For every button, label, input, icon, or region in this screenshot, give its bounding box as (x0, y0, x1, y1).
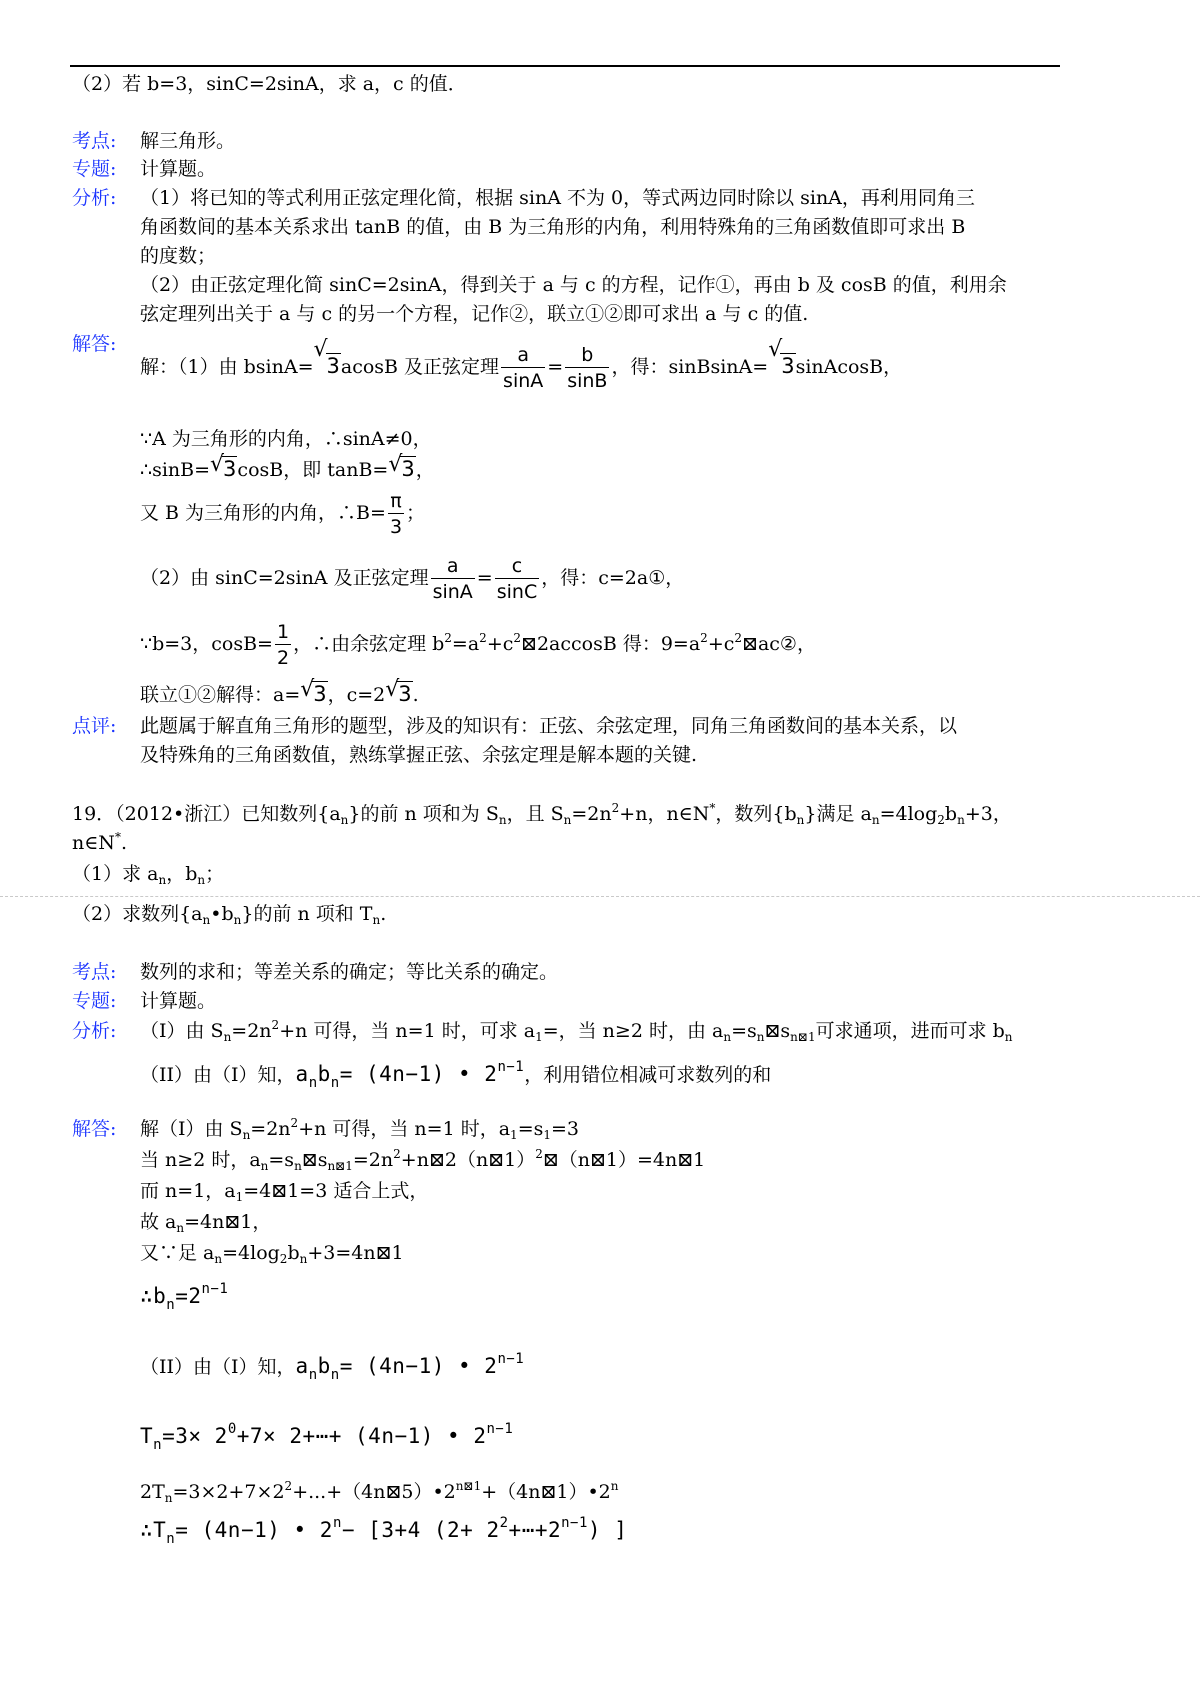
formula-image-anbn: $a_nb_n= (4n-1)$ • $2^{n-1}$ (295, 1351, 525, 1383)
q18-fenxi-line: （1）将已知的等式利用正弦定理化简，根据 sinA 不为 0，等式两边同时除以 sinA，再利用同角三 (140, 187, 975, 209)
sqrt-3: √ 3 (210, 452, 237, 481)
header-rule (70, 65, 1060, 67)
q18-part2-question: （2）若 b=3，sinC=2sinA，求 a，c 的值． (72, 73, 467, 95)
q19-part2: （2）求数列$\{a_n•b_n\}$的前 n 项和 $T_n$. (72, 903, 387, 927)
label-zhuanti: 专题: (72, 990, 117, 1012)
q19-solution-line-4: 故 $a_n=4n⊠1$， (140, 1211, 272, 1235)
q19-fenxi-line-1: （I）由 $S_n=2n^2+n$ 可得，当 n=1 时，可求 $a_1=$，当 n≥2 时，由 $a_n=s_n⊠s_{n⊠1}$可求通项，进而可求 $b_n$ (140, 1018, 1013, 1044)
q18-solution-line-1: 解：（1）由 bsinA= √ 3acosB 及正弦定理 $\frac{a}{\sin A}$ = $\frac{b}{\sin B}$ ，得：sinBsinA= √ 3sinAcosB， (140, 337, 903, 392)
q18-dianping-line: 及特殊角的三角函数值，熟练掌握正弦、余弦定理是解本题的关键. (140, 744, 698, 766)
label-jieda: 解答: (72, 1118, 117, 1140)
q18-fenxi-line: 的度数； (140, 245, 217, 267)
label-fenxi: 分析: (72, 187, 117, 209)
q18-solution-line-7: 联立①②解得：a= √ 3，c=2 √ 3. (140, 680, 419, 709)
formula-image-anbn: $a_nb_n= (4n-1)$ • $2^{n-1}$ (295, 1059, 525, 1091)
q19-solution-line-6: $\therefore b_n=2^{n-1}$ (140, 1281, 229, 1313)
fraction-a-over-sinA: $\frac{a}{\sin A}$ (503, 343, 544, 392)
sqrt-3: √ 3 (313, 337, 340, 378)
fraction-c-over-sinC: $\frac{c}{\sin C}$ (496, 554, 538, 603)
sqrt-3: √ 3 (768, 337, 795, 378)
label-kaodian: 考点: (72, 961, 117, 983)
q19-solution-line-2: 当 n≥2 时，$a_n=s_n⊠s_{n⊠1}=2n^2+n⊠2(n⊠1)^2⊠(n⊠1)=4n⊠1$ (140, 1147, 706, 1173)
label-dianping: 点评: (72, 715, 117, 737)
fraction-pi-over-3: $\frac{\pi}{3}$ (389, 489, 403, 538)
q19-kaodian: 数列的求和；等差关系的确定；等比关系的确定。 (140, 961, 559, 983)
q18-solution-line-5: （2）由 sinC=2sinA 及正弦定理 $\frac{a}{\sin A}$ = $\frac{c}{\sin C}$ ，得：c=2a①， (140, 554, 685, 603)
q19-solution-line-5: 又∵足 $a_n=4\log_2b_n+3=4n⊠1$ (140, 1242, 404, 1266)
q19-solution-line-3: 而 n=1，$a_1=4⊠1=3$ 适合上式， (140, 1180, 429, 1204)
q18-solution-line-4: 又 B 为三角形的内角，∴B= $\frac{\pi}{3}$ ； (140, 489, 426, 538)
fraction-a-over-sinA: $\frac{a}{\sin A}$ (432, 554, 473, 603)
q18-fenxi-line: （2）由正弦定理化简 sinC=2sinA，得到关于 a 与 c 的方程，记作①，再由 b 及 cosB 的值，利用余 (140, 274, 1007, 296)
q19-part1: （1）求 $a_n$，$b_n$； (72, 863, 225, 887)
q19-solution-line-1: 解（I）由 $S_n=2n^2+n$ 可得，当 n=1 时，$a_1=s_1=3$ (140, 1116, 580, 1142)
q18-fenxi-line: 弦定理列出关于 a 与 c 的另一个方程，记作②，联立①②即可求出 a 与 c 的值. (140, 303, 809, 325)
fraction-b-over-sinB: $\frac{b}{\sin B}$ (567, 343, 608, 392)
label-zhuanti: 专题: (72, 158, 117, 180)
q18-solution-line-2: ∵A 为三角形的内角，∴sinA≠0， (140, 428, 432, 450)
q19-stem-line-2: n∈N*. (72, 830, 127, 854)
sqrt-3: √ 3 (388, 452, 415, 481)
q19-stem-line-1: 19．（2012•浙江）已知数列$\{a_n\}$的前 n 项和为 $S_n$，且 $S_n=2n^2+n$，n∈N*，数列$\{b_n\}$满足 $a_n=4\log_2b_n+3$， (72, 801, 1012, 827)
q19-zhuanti: 计算题。 (140, 990, 217, 1012)
fraction-1-over-2: $\frac{1}{2}$ (276, 620, 290, 669)
sqrt-3: √ 3 (300, 677, 327, 706)
q19-fenxi-line-2: （II）由（I）知，$a_nb_n= (4n-1)$ • $2^{n-1}$，利用错位相减可求数列的和 (140, 1059, 772, 1091)
q18-zhuanti: 计算题。 (140, 158, 217, 180)
q18-dianping-line: 此题属于解直角三角形的题型，涉及的知识有：正弦、余弦定理，同角三角函数间的基本关系，以 (140, 715, 958, 737)
q19-solution-line-8: $T_n=3\times 2^0+7\times$ 2+⋯+ (4n−1) • $2^{n-1}$ (140, 1421, 514, 1453)
label-kaodian: 考点: (72, 130, 117, 152)
page-break-divider (0, 896, 1200, 897)
q19-solution-line-10: $\therefore T_n= (4n-1)$ • $2^n- [3+4$ $(2+ 2^2+\cdots+2^{n-1})$ ] (140, 1515, 628, 1547)
q19-solution-line-9: $2T_n=3\times 2+7\times 2^2+...+(4n⊠5)•2^{n⊠1}+(4n⊠1)•2^n$ (140, 1479, 619, 1505)
q18-solution-line-6: ∵b=3，cosB= $\frac{1}{2}$ ，∴由余弦定理 $b^2=a^2+c^2⊠2accosB$ 得：$9=a^2+c^2⊠ac②$， (140, 620, 816, 669)
q18-solution-line-3: ∴sinB= √ 3cosB，即 tanB= √ 3， (140, 455, 435, 484)
q18-kaodian: 解三角形。 (140, 130, 236, 152)
q19-solution-line-7: （II）由（I）知，$a_nb_n= (4n-1)$ • $2^{n-1}$ (140, 1351, 525, 1383)
label-fenxi: 分析: (72, 1020, 117, 1042)
q18-fenxi-line: 角函数间的基本关系求出 tanB 的值，由 B 为三角形的内角，利用特殊角的三角函数值即可求出 B (140, 216, 966, 238)
label-jieda: 解答: (72, 333, 117, 355)
sqrt-3: √ 3 (385, 677, 412, 706)
